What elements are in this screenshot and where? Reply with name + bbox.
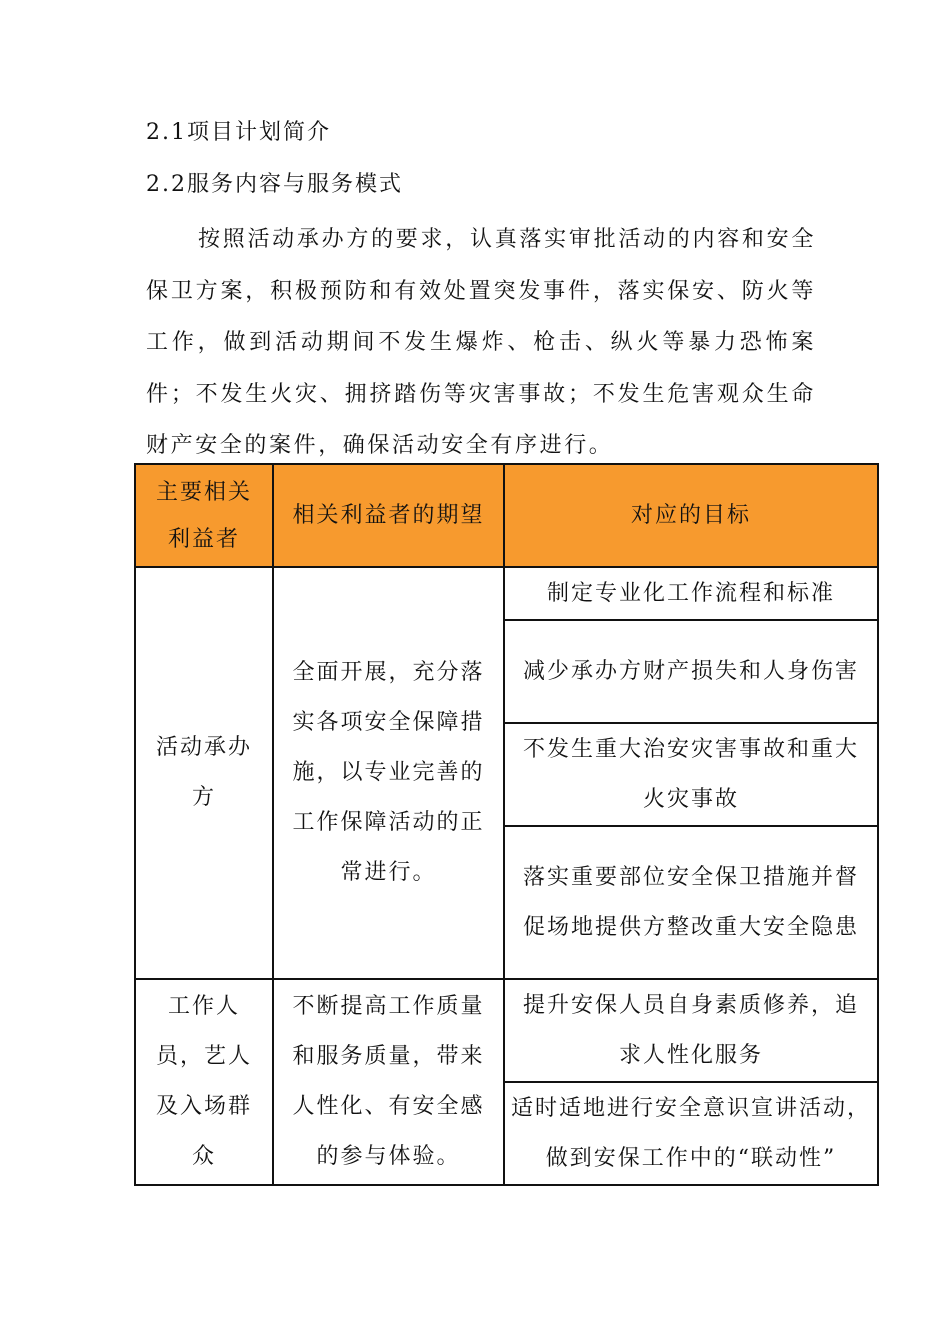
expectation-cell: 不断提高工作质量和服务质量，带来人性化、有安全感的参与体验。	[273, 979, 504, 1185]
body-paragraph: 按照活动承办方的要求，认真落实审批活动的内容和安全保卫方案，积极预防和有效处置突发事件，落实保安、防火等工作，做到活动期间不发生爆炸、枪击、纵火等暴力恐怖案件；不发生火灾、拥挤踏伤等灾害事故；不发生危害观众生命财产安全的案件，确保活动安全有序进行。	[146, 227, 816, 458]
stakeholder-cell: 活动承办方	[135, 567, 273, 979]
table-row	[135, 979, 878, 1082]
target-cell: 落实重要部位安全保卫措施并督促场地提供方整改重大安全隐患	[504, 826, 878, 979]
section-heading-2-2: 2.2服务内容与服务模式	[146, 172, 403, 197]
stakeholder-table	[134, 463, 879, 1186]
target-cell: 制定专业化工作流程和标准	[504, 567, 878, 620]
target-cell: 提升安保人员自身素质修养，追求人性化服务	[504, 979, 878, 1082]
header-stakeholder: 主要相关利益者	[135, 464, 273, 567]
stakeholder-cell: 工作人员，艺人及入场群众	[135, 979, 273, 1185]
header-expectation: 相关利益者的期望	[273, 464, 504, 567]
header-target: 对应的目标	[504, 464, 878, 567]
table-row	[135, 567, 878, 620]
target-cell: 减少承办方财产损失和人身伤害	[504, 620, 878, 723]
target-cell: 不发生重大治安灾害事故和重大火灾事故	[504, 723, 878, 826]
expectation-cell: 全面开展，充分落实各项安全保障措施，以专业完善的工作保障活动的正常进行。	[273, 567, 504, 979]
section-heading-2-1: 2.1项目计划简介	[146, 120, 331, 145]
target-cell: 适时适地进行安全意识宣讲活动，做到安保工作中的“联动性”	[504, 1082, 878, 1185]
table-header-row	[135, 464, 878, 567]
